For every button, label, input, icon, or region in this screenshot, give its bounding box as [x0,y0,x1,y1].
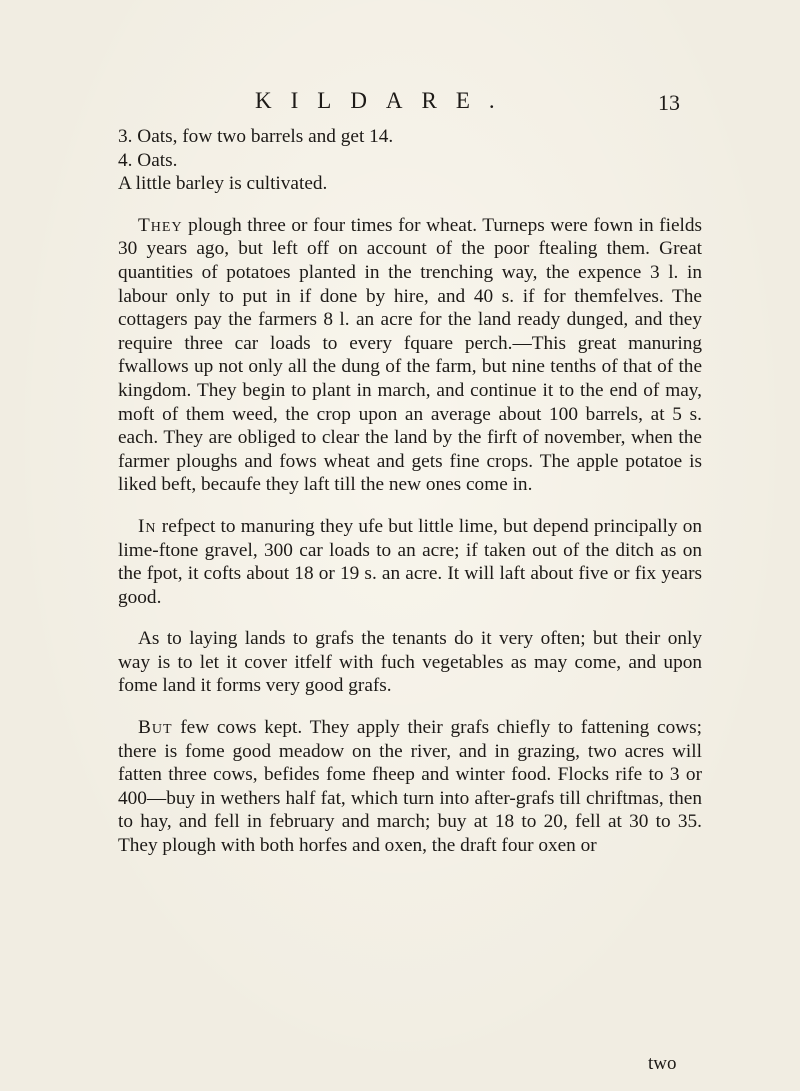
paragraph-grass [118,627,702,698]
paragraph-cows [118,716,702,858]
list-item: 3. Oats, fow two barrels and get 14. [118,126,394,147]
page-header [200,88,680,118]
paragraph-text: plough three or four times for wheat. Turneps were fown in fields 30 years ago, but left off on account of the poor ftealing them. Great quantities of potatoes planted in the trenching way, the expence 3 l. in labour only to put in if done by hire, and 40 s. if for themfelves. The cottagers pay the farmers 8 l. an acre for the land ready dunged, and they require three car loads to every fquare perch.—This great manuring fwallows up not only all the dung of the farm, but nine tenths of that of the kingdom. They begin to plant in march, and continue it to the end of may, moft of them weed, the crop upon an average about 100 barrels, at 5 s. each. They are obliged to clear the land by the firft of november, when the farmer ploughs and fows wheat and gets fine crops. The apple potatoe is liked beft, becaufe they laft till the new ones come in. [118,214,702,496]
list-item: A little barley is cultivated. [118,173,328,195]
catchword: two [648,1053,677,1074]
paragraph-lead: In [138,515,157,537]
page-number: 13 [658,90,680,115]
paragraph-lead: They [138,214,183,236]
paragraph-text: few cows kept. They apply their grafs chiefly to fattening cows; there is fome good meadow on the river, and in grazing, two acres will fatten three cows, befides fome fheep and winter food. Flocks rife to 3 or 400—buy in wethers half fat, which turn into after-grafs till chriftmas, then to hay, and fell in february and march; buy at 18 to 20, fell at 30 to 35. They plough with both horfes and oxen, the draft four oxen or [118,717,702,857]
paragraph-manuring [118,515,702,609]
list-item: 4. Oats. [118,149,178,171]
paragraph-text: refpect to manuring they ufe but little lime, but depend principally on lime-ftone gravel, 300 car loads to an acre; if taken out of the ditch as on the fpot, it cofts about 18 or 19 s. an acre. It will laft about five or fix years good. [118,515,702,608]
running-head: KILDARE. [255,88,514,113]
body-text [118,125,702,858]
paragraph-text: to laying lands to grafs the tenants do it very often; but their only way is to let it cover itfelf with fuch vegetables as may come, and upon fome land it forms very good grafs. [118,628,702,697]
paragraph-ploughing [118,214,702,497]
paragraph-lead: As [138,628,160,650]
crop-list [118,125,702,196]
paragraph-lead: But [138,717,173,739]
